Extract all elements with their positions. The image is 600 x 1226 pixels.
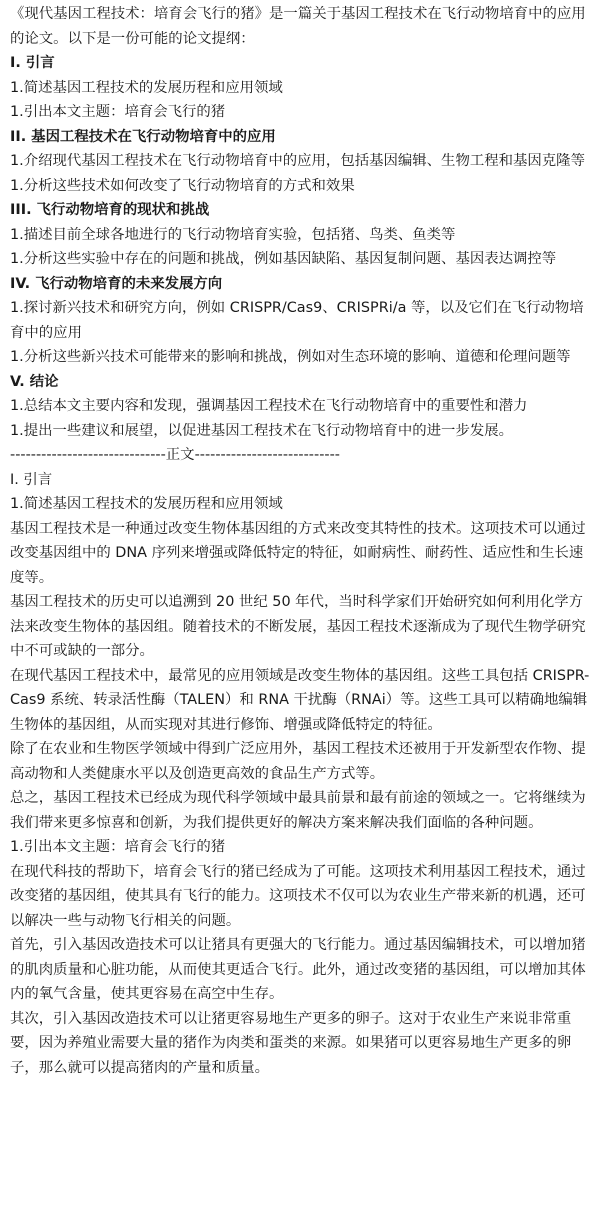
- paragraph: 1.探讨新兴技术和研究方向，例如 CRISPR/Cas9、CRISPRi/a 等，以及它们在飞行动物培育中的应用: [10, 300, 584, 341]
- section-heading: IV. 飞行动物培育的未来发展方向: [10, 275, 223, 292]
- paragraph: 1.引出本文主题：培育会飞行的猪: [10, 104, 226, 120]
- body-separator: ------------------------------正文----------------------------: [10, 447, 340, 463]
- section-heading: II. 基因工程技术在飞行动物培育中的应用: [10, 128, 276, 145]
- paragraph: 首先，引入基因改造技术可以让猪具有更强大的飞行能力。通过基因编辑技术，可以增加猪的肌肉质量和心脏功能，从而使其更适合飞行。此外，通过改变猪的基因组，可以增加其体内的氧气含量，使其更容易在高空中生存。: [10, 937, 586, 1002]
- paragraph: 《现代基因工程技术：培育会飞行的猪》是一篇关于基因工程技术在飞行动物培育中的应用的论文。以下是一份可能的论文提纲：: [10, 6, 586, 47]
- section-heading: V. 结论: [10, 373, 59, 390]
- paragraph: 1.提出一些建议和展望，以促进基因工程技术在飞行动物培育中的进一步发展。: [10, 422, 514, 439]
- paragraph: 基因工程技术是一种通过改变生物体基因组的方式来改变其特性的技术。这项技术可以通过改变基因组中的 DNA 序列来增强或降低特定的特征，如耐病性、耐药性、适应性和生长速度等。: [10, 520, 586, 586]
- paragraph: I. 引言: [10, 471, 53, 488]
- paragraph: 在现代科技的帮助下，培育会飞行的猪已经成为了可能。这项技术利用基因工程技术，通过改变猪的基因组，使其具有飞行的能力。这项技术不仅可以为农业生产带来新的机遇，还可以解决一些与动物飞行相关的问题。: [10, 863, 586, 929]
- section-heading: III. 飞行动物培育的现状和挑战: [10, 202, 210, 218]
- section-heading: I. 引言: [10, 55, 55, 71]
- paragraph: 1.介绍现代基因工程技术在飞行动物培育中的应用，包括基因编辑、生物工程和基因克隆等: [10, 153, 585, 169]
- paragraph: 1.分析这些实验中存在的问题和挑战，例如基因缺陷、基因复制问题、基因表达调控等: [10, 251, 557, 267]
- paragraph: 1.引出本文主题：培育会飞行的猪: [10, 839, 226, 855]
- paragraph: 1.分析这些技术如何改变了飞行动物培育的方式和效果: [10, 177, 355, 194]
- paragraph: 1.描述目前全球各地进行的飞行动物培育实验，包括猪、鸟类、鱼类等: [10, 226, 456, 243]
- paragraph: 除了在农业和生物医学领域中得到广泛应用外，基因工程技术还被用于开发新型农作物、提高动物和人类健康水平以及创造更高效的食品生产方式等。: [10, 741, 586, 782]
- paragraph: 总之，基因工程技术已经成为现代科学领域中最具前景和最有前途的领域之一。它将继续为我们带来更多惊喜和创新，为我们提供更好的解决方案来解决我们面临的各种问题。: [10, 790, 586, 831]
- paragraph: 1.简述基因工程技术的发展历程和应用领域: [10, 79, 283, 96]
- paragraph: 在现代基因工程技术中，最常见的应用领域是改变生物体的基因组。这些工具包括 CRISPR-Cas9 系统、转录活性酶（TALEN）和 RNA 干扰酶（RNAi）等。这些工具可以精确地编辑生物体的基因组，从而实现对其进行修饰、增强或降低特定的特征。: [10, 667, 590, 733]
- paragraph: 1.分析这些新兴技术可能带来的影响和挑战，例如对生态环境的影响、道德和伦理问题等: [10, 349, 571, 365]
- paragraph: 1.简述基因工程技术的发展历程和应用领域: [10, 496, 283, 512]
- paragraph: 基因工程技术的历史可以追溯到 20 世纪 50 年代，当时科学家们开始研究如何利用化学方法来改变生物体的基因组。随着技术的不断发展，基因工程技术逐渐成为了现代生物学研究中不可或缺的一部分。: [10, 594, 586, 659]
- paragraph: 其次，引入基因改造技术可以让猪更容易地生产更多的卵子。这对于农业生产来说非常重要，因为养殖业需要大量的猪作为肉类和蛋类的来源。如果猪可以更容易地生产更多的卵子，那么就可以提高猪肉的产量和质量。: [10, 1010, 572, 1076]
- paragraph: 1.总结本文主要内容和发现，强调基因工程技术在飞行动物培育中的重要性和潜力: [10, 398, 528, 414]
